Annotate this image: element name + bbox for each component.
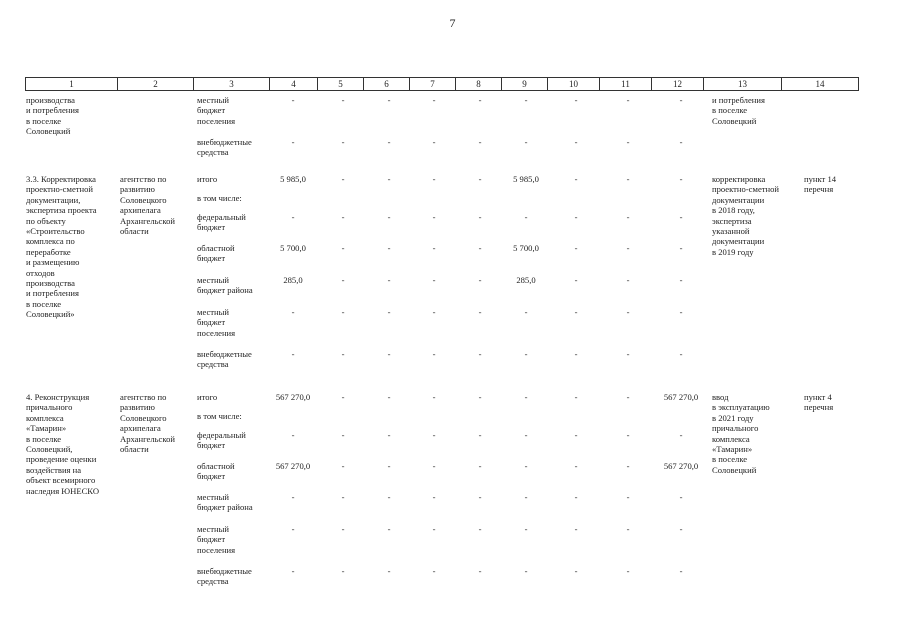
value-cell-col-9: 5 985,0 — [513, 174, 539, 184]
value-cell-col-9: - — [524, 430, 528, 440]
value-cell-col-4: - — [291, 137, 295, 147]
value-cell-col-10: - — [574, 524, 578, 534]
funding-source-label: местный бюджет района — [197, 492, 253, 513]
value-cell-col-12: - — [679, 174, 683, 184]
value-cell-col-10: - — [574, 430, 578, 440]
funding-source-label: федеральный бюджет — [197, 212, 246, 233]
value-cell-col-7: - — [432, 349, 436, 359]
value-cell-col-8: - — [478, 461, 482, 471]
value-cell-col-10: - — [574, 275, 578, 285]
funding-source-label: местный бюджет поселения — [197, 307, 236, 338]
header-col-10: 10 — [548, 78, 600, 90]
value-cell-col-11: - — [626, 392, 630, 402]
value-cell-col-6: - — [387, 212, 391, 222]
value-cell-col-9: - — [524, 392, 528, 402]
value-cell-col-10: - — [574, 392, 578, 402]
value-cell-col-8: - — [478, 392, 482, 402]
value-cell-col-4: - — [291, 212, 295, 222]
value-cell-col-8: - — [478, 566, 482, 576]
value-cell-col-10: - — [574, 174, 578, 184]
value-cell-col-10: - — [574, 212, 578, 222]
value-cell-col-5: - — [341, 461, 345, 471]
value-cell-col-12: - — [679, 307, 683, 317]
header-col-7: 7 — [410, 78, 456, 90]
value-cell-col-5: - — [341, 275, 345, 285]
value-cell-col-11: - — [626, 566, 630, 576]
value-cell-col-6: - — [387, 95, 391, 105]
value-cell-col-6: - — [387, 243, 391, 253]
value-cell-col-12: - — [679, 243, 683, 253]
value-cell-col-6: - — [387, 461, 391, 471]
header-col-14: 14 — [815, 79, 825, 89]
value-cell-col-6: - — [387, 275, 391, 285]
value-cell-col-8: - — [478, 307, 482, 317]
value-cell-col-10: - — [574, 243, 578, 253]
reference: пункт 14 перечня — [804, 174, 837, 195]
expected-result: ввод в эксплуатацию в 2021 году причального комплекса «Тамарин» в поселке Соловецкий — [712, 392, 770, 475]
value-cell-col-8: - — [478, 95, 482, 105]
header-col-4: 4 — [270, 78, 318, 90]
value-cell-col-9: - — [524, 307, 528, 317]
value-cell-col-4: - — [291, 349, 295, 359]
value-cell-col-5: - — [341, 95, 345, 105]
value-cell-col-4: - — [291, 492, 295, 502]
table-header-row — [25, 77, 859, 91]
value-cell-col-9: - — [524, 461, 528, 471]
value-cell-col-8: - — [478, 430, 482, 440]
value-cell-col-10: - — [574, 137, 578, 147]
expected-result: корректировка проектно-сметной документации в 2018 году, экспертиза указанной документации в 2019 году — [712, 174, 780, 257]
value-cell-col-9: - — [524, 349, 528, 359]
value-cell-col-11: - — [626, 174, 630, 184]
header-col-6: 6 — [364, 78, 410, 90]
header-col-5: 5 — [318, 78, 364, 90]
value-cell-col-5: - — [341, 430, 345, 440]
value-cell-col-9: 285,0 — [516, 275, 536, 285]
value-cell-col-8: - — [478, 212, 482, 222]
value-cell-col-9: - — [524, 566, 528, 576]
value-cell-col-6: - — [387, 349, 391, 359]
header-col-11: 11 — [600, 78, 652, 90]
value-cell-col-7: - — [432, 430, 436, 440]
header-col-12: 12 — [652, 78, 704, 90]
value-cell-col-8: - — [478, 137, 482, 147]
measure-name: 3.3. Корректировка проектно-сметной документации, экспертиза проекта по объекту «Строительство комплекса по переработке и размещению отходов производства и потребления в поселке Соловецкий» — [26, 174, 97, 320]
value-cell-col-7: - — [432, 95, 436, 105]
responsible-executor: агентство по развитию Соловецкого архипелага Архангельской области — [120, 392, 175, 455]
funding-source-label: внебюджетные средства — [197, 349, 252, 370]
value-cell-col-9: - — [524, 524, 528, 534]
value-cell-col-6: - — [387, 492, 391, 502]
value-cell-col-9: - — [524, 492, 528, 502]
value-cell-col-4: 5 700,0 — [280, 243, 306, 253]
funding-source-label: федеральный бюджет — [197, 430, 246, 451]
value-cell-col-10: - — [574, 95, 578, 105]
header-col-9: 9 — [502, 78, 548, 90]
value-cell-col-8: - — [478, 275, 482, 285]
value-cell-col-11: - — [626, 307, 630, 317]
value-cell-col-4: 285,0 — [283, 275, 303, 285]
value-cell-col-11: - — [626, 243, 630, 253]
value-cell-col-8: - — [478, 349, 482, 359]
value-cell-col-7: - — [432, 524, 436, 534]
value-cell-col-6: - — [387, 566, 391, 576]
header-col-1: 1 — [26, 78, 118, 90]
value-cell-col-12: - — [679, 275, 683, 285]
value-cell-col-12: 567 270,0 — [663, 392, 699, 402]
value-cell-col-9: - — [524, 137, 528, 147]
value-cell-col-7: - — [432, 566, 436, 576]
value-cell-col-12: - — [679, 349, 683, 359]
value-cell-col-5: - — [341, 524, 345, 534]
value-cell-col-12: - — [679, 492, 683, 502]
value-cell-col-7: - — [432, 307, 436, 317]
value-cell-col-11: - — [626, 349, 630, 359]
value-cell-col-4: - — [291, 307, 295, 317]
value-cell-col-4: 5 985,0 — [280, 174, 306, 184]
funding-source-label: в том числе: — [197, 411, 242, 421]
funding-source-label: местный бюджет района — [197, 275, 253, 296]
value-cell-col-11: - — [626, 275, 630, 285]
value-cell-col-11: - — [626, 430, 630, 440]
funding-source-label: местный бюджет поселения — [197, 524, 236, 555]
value-cell-col-8: - — [478, 243, 482, 253]
value-cell-col-6: - — [387, 524, 391, 534]
value-cell-col-6: - — [387, 430, 391, 440]
value-cell-col-11: - — [626, 524, 630, 534]
value-cell-col-6: - — [387, 137, 391, 147]
value-cell-col-7: - — [432, 243, 436, 253]
value-cell-col-12: - — [679, 212, 683, 222]
value-cell-col-4: - — [291, 95, 295, 105]
value-cell-col-8: - — [478, 524, 482, 534]
measure-name: 4. Реконструкция причального комплекса «Тамарин» в поселке Соловецкий, проведение оценки воздействия на объект всемирного наследия ЮНЕСКО — [26, 392, 100, 496]
value-cell-col-11: - — [626, 461, 630, 471]
value-cell-col-10: - — [574, 492, 578, 502]
value-cell-col-5: - — [341, 307, 345, 317]
reference: пункт 4 перечня — [804, 392, 834, 413]
value-cell-col-5: - — [341, 212, 345, 222]
value-cell-col-7: - — [432, 137, 436, 147]
value-cell-col-6: - — [387, 392, 391, 402]
value-cell-col-9: - — [524, 95, 528, 105]
value-cell-col-10: - — [574, 349, 578, 359]
value-cell-col-12: - — [679, 95, 683, 105]
responsible-executor: агентство по развитию Соловецкого архипелага Архангельской области — [120, 174, 175, 237]
header-col-8: 8 — [456, 78, 502, 90]
value-cell-col-12: 567 270,0 — [663, 461, 699, 471]
value-cell-col-7: - — [432, 212, 436, 222]
value-cell-col-12: - — [679, 430, 683, 440]
value-cell-col-11: - — [626, 492, 630, 502]
value-cell-col-5: - — [341, 392, 345, 402]
value-cell-col-8: - — [478, 492, 482, 502]
page-number: 7 — [449, 16, 456, 30]
value-cell-col-11: - — [626, 212, 630, 222]
value-cell-col-11: - — [626, 95, 630, 105]
value-cell-col-4: 567 270,0 — [275, 461, 311, 471]
value-cell-col-5: - — [341, 566, 345, 576]
value-cell-col-10: - — [574, 307, 578, 317]
value-cell-col-7: - — [432, 392, 436, 402]
value-cell-col-12: - — [679, 566, 683, 576]
value-cell-col-5: - — [341, 137, 345, 147]
value-cell-col-9: 5 700,0 — [513, 243, 539, 253]
value-cell-col-6: - — [387, 307, 391, 317]
value-cell-col-9: - — [524, 212, 528, 222]
value-cell-col-4: - — [291, 566, 295, 576]
header-col-13: 13 — [704, 78, 782, 90]
value-cell-col-5: - — [341, 492, 345, 502]
value-cell-col-12: - — [679, 137, 683, 147]
value-cell-col-4: - — [291, 430, 295, 440]
value-cell-col-10: - — [574, 461, 578, 471]
funding-source-label: в том числе: — [197, 193, 242, 203]
value-cell-col-7: - — [432, 492, 436, 502]
value-cell-col-12: - — [679, 524, 683, 534]
value-cell-col-11: - — [626, 137, 630, 147]
measure-name: производства и потребления в поселке Соловецкий — [26, 95, 79, 137]
funding-source-label: итого — [197, 174, 218, 184]
value-cell-col-7: - — [432, 275, 436, 285]
funding-source-label: итого — [197, 392, 218, 402]
value-cell-col-7: - — [432, 174, 436, 184]
funding-source-label: областной бюджет — [197, 243, 235, 264]
value-cell-col-10: - — [574, 566, 578, 576]
expected-result: и потребления в поселке Соловецкий — [712, 95, 765, 126]
value-cell-col-8: - — [478, 174, 482, 184]
value-cell-col-5: - — [341, 174, 345, 184]
funding-source-label: внебюджетные средства — [197, 137, 252, 158]
header-col-3: 3 — [194, 78, 270, 90]
value-cell-col-5: - — [341, 349, 345, 359]
value-cell-col-5: - — [341, 243, 345, 253]
value-cell-col-7: - — [432, 461, 436, 471]
funding-source-label: внебюджетные средства — [197, 566, 252, 587]
value-cell-col-4: 567 270,0 — [275, 392, 311, 402]
value-cell-col-4: - — [291, 524, 295, 534]
funding-source-label: областной бюджет — [197, 461, 235, 482]
value-cell-col-6: - — [387, 174, 391, 184]
funding-source-label: местный бюджет поселения — [197, 95, 236, 126]
header-col-2: 2 — [118, 78, 194, 90]
